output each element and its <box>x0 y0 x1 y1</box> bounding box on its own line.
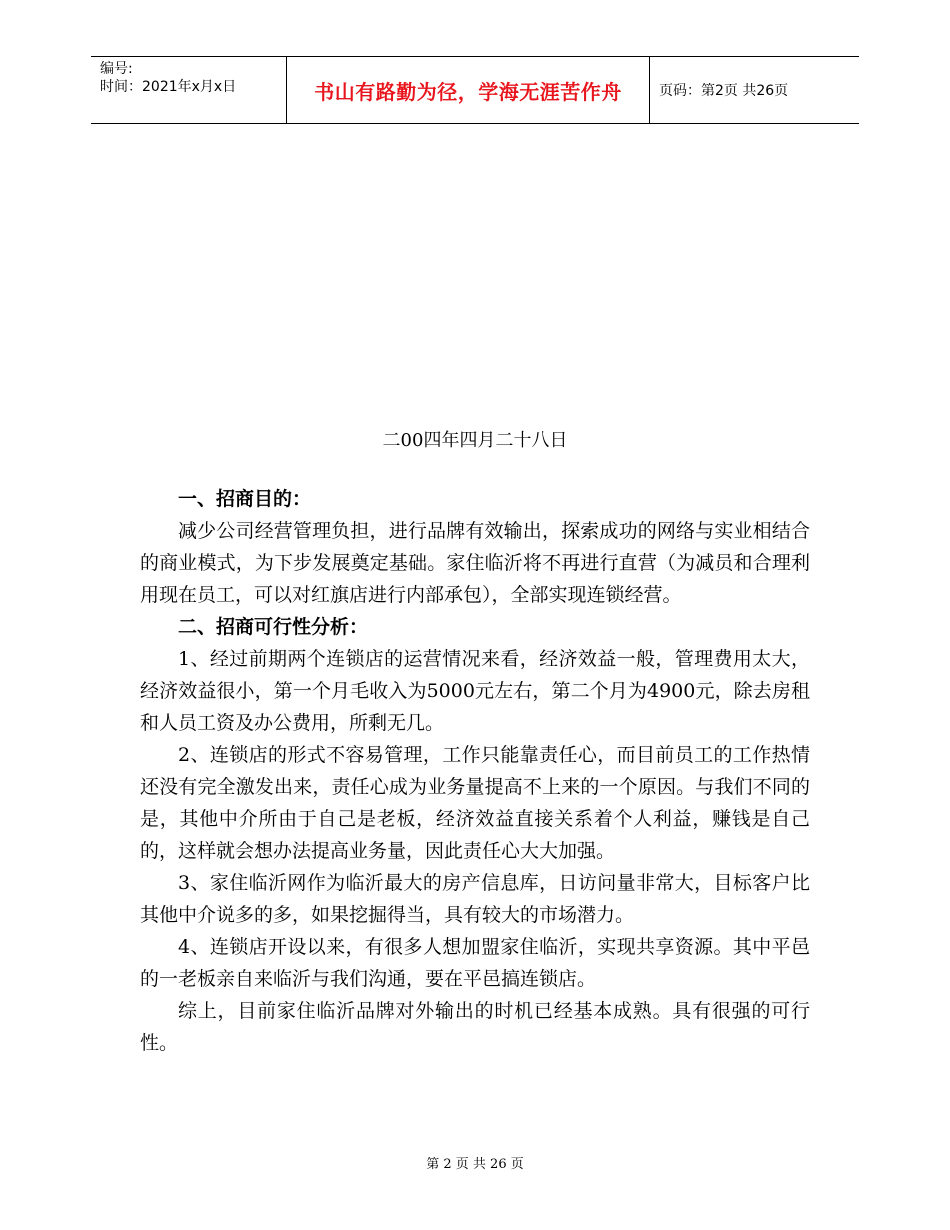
point-1: 1、经过前期两个连锁店的运营情况来看，经济效益一般，管理费用太大，经济效益很小，第一个月毛收入为5000元左右，第二个月为4900元，除去房租和人员工资及办公费用，所剩无几。 <box>140 648 810 734</box>
point-2: 2、连锁店的形式不容易管理，工作只能靠责任心，而目前员工的工作热情还没有完全激发出来，责任心成为业务量提高不上来的一个原因。与我们不同的是，其他中介所由于自己是老板，经济效益直接关系着个人利益，赚钱是自己的，这样就会想办法提高业务量，因此责任心大大加强。 <box>140 744 810 862</box>
section2-title: 二、招商可行性分析： <box>178 616 369 638</box>
page-header <box>91 56 859 124</box>
page-footer: 第 2 页 共 26 页 <box>426 1157 524 1172</box>
document-body <box>140 483 810 1059</box>
header-motto <box>287 57 650 123</box>
motto-text: 书山有路勤为径，学海无涯苦作舟 <box>314 79 622 104</box>
conclusion: 综上，目前家住临沂品牌对外输出的时机已经基本成熟。具有很强的可行性。 <box>140 1000 810 1054</box>
time-label: 时间：2021年x月x日 <box>100 79 237 95</box>
document-date: 二00四年四月二十八日 <box>382 430 568 451</box>
point-4: 4、连锁店开设以来，有很多人想加盟家住临沂，实现共享资源。其中平邑的一老板亲自来临沂与我们沟通，要在平邑搞连锁店。 <box>140 936 810 990</box>
header-meta <box>91 57 287 123</box>
point-3: 3、家住临沂网作为临沂最大的房产信息库，日访问量非常大，目标客户比其他中介说多的多，如果挖掘得当，具有较大的市场潜力。 <box>140 872 810 926</box>
section1-body: 减少公司经营管理负担，进行品牌有效输出，探索成功的网络与实业相结合的商业模式，为下步发展奠定基础。家住临沂将不再进行直营（为减员和合理利用现在员工，可以对红旗店进行内部承包），全部实现连锁经营。 <box>140 520 810 606</box>
section1-title: 一、招商目的： <box>178 488 312 510</box>
header-page-info <box>650 57 859 123</box>
page-info-text: 页码：第2页 共26页 <box>659 83 789 99</box>
number-label: 编号: <box>100 61 133 77</box>
